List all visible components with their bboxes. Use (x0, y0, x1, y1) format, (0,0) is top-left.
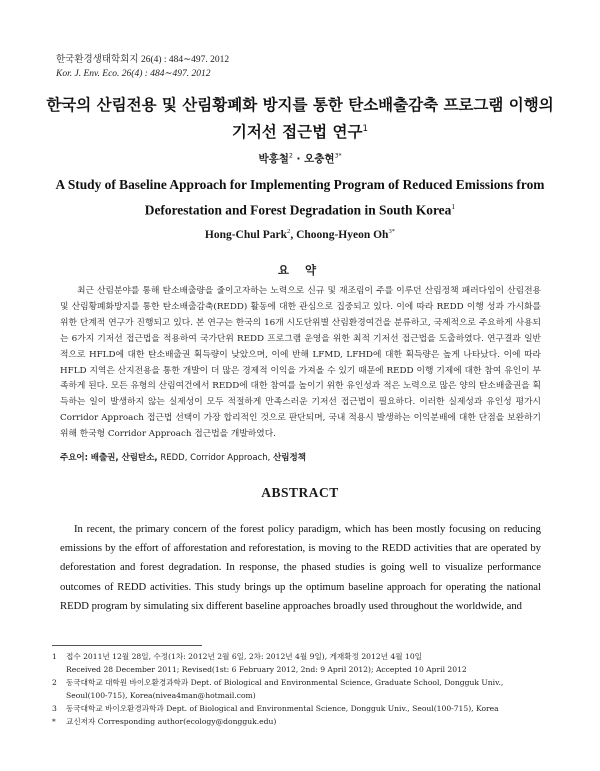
title-english-line-2-text: Deforestation and Forest Degradation in South Korea (144, 202, 452, 218)
journal-citation-english: Kor. J. Env. Eco. 26(4) : 484∼497. 2012 (56, 69, 211, 79)
footnote-2-line-1: 동국대학교 대학원 바이오환경과학과 Dept. of Biological and Environmental Science, Graduate School, Dongguk Univ., (66, 678, 504, 687)
author-english-2-mark: 3* (388, 228, 396, 235)
author-korean-separator: · (292, 153, 305, 165)
english-abstract-text: In recent, the primary concern of the forest policy paradigm, which has been mostly focusing on reducing emissions by the effort of afforestation and reforestation, is moving to the REDD activities that are operated by deforestation and forest degradation. In response, the phased studies is going well to visualize performance outcomes of REDD activities. This study brings up the optimum baseline approach for operating the national REDD program by simulating six different baseline approaches broadly used throughout the worldwide, and (60, 524, 541, 612)
korean-abstract-text: 최근 산림분야를 통해 탄소배출량을 줄이고자하는 노력으로 신규 및 재조림이 주를 이루던 산림정책 패러다임이 산림전용 및 산림황폐화방지를 통한 탄소배출감축(REDD) 활동에 대한 관심으로 집중되고 있다. 이에 따라 REDD 이행 성과 가시화를 위한 단계적 연구가 진행되고 있다. 본 연구는 한국의 16개 시도단위별 산림환경여건을 분류하고, 국제적으로 주요하게 사용되는 6가지 기저선 접근법을 적용하여 국가단위 REDD 프로그램 운영을 위한 최적 기저선 접근법을 도출하였다. 연구결과 일반적으로 HFLD에 대한 탄소배출권 획득량이 낮았으며, 이에 반해 LFMD, LFHD에 대한 획득량은 높게 나타났다. 이에 따라 HFLD 지역은 산지전용을 통한 개발이 더 많은 경제적 이익을 가져올 수 있기 때문에 REDD 이행 기제에 대한 참여 유인이 부족하게 된다. 모든 유형의 산림여건에서 REDD에 대한 참여를 높이기 위한 유인성과 적은 노력으로 많은 양의 탄소배출권을 획득하는 일이 발생하지 않는 실제성이 모두 적절하게 만족스러운 기저선 접근법이 필요하다. 이러한 실제성과 유인성 평가시 Corridor Approach 접근법 선택이 가장 합리적인 것으로 판단되며, 국내 적용시 발생하는 이익분배에 대한 단점을 보완하기 위해 한국형 Corridor Approach 접근법을 개발하였다. (60, 286, 541, 440)
journal-citation-korean: 한국환경생태학회지 26(4) : 484∼497. 2012 (56, 55, 230, 65)
authors-korean (0, 151, 600, 166)
author-english-1: Hong-Chul Park (204, 228, 288, 241)
author-english-1-mark: 2 (287, 228, 291, 235)
footnote-corresponding-line-1: 교신저자 Corresponding author(ecology@dongguk.edu) (66, 717, 277, 726)
journal-citation (56, 53, 229, 81)
title-english (40, 174, 560, 221)
footnote-3-line-1: 동국대학교 바이오환경과학과 Dept. of Biological and Environmental Science, Dongguk Univ., Seoul(100-715), Korea (66, 704, 499, 713)
title-english-line-2 (40, 196, 560, 221)
title-korean-line-2-text: 기저선 접근법 연구 (231, 123, 363, 142)
keywords-last-term: 산림정책 (273, 453, 306, 463)
title-korean-footnote-mark: 1 (362, 124, 369, 134)
author-korean-1: 박홍철 (258, 153, 289, 165)
author-korean-2: 오충현 (304, 153, 335, 165)
title-korean-line-2 (40, 117, 560, 144)
footnote-2-line-2: Seoul(100-715), Korea(nivea4man@hotmail.com) (66, 691, 256, 700)
authors-english (0, 228, 600, 241)
keywords-bold-terms: 배출권, 산림탄소, (90, 453, 158, 463)
footnote-corresponding-mark: * (52, 717, 56, 726)
title-english-footnote-mark: 1 (451, 202, 456, 211)
author-korean-1-mark: 2 (288, 152, 293, 160)
footnote-1-line-2: Received 28 December 2011; Revised(1st: 6 February 2012, 2nd: 9 April 2012); Accepted 10 April 2012 (66, 665, 467, 674)
keywords-plain-terms: REDD, Corridor Approach, (160, 453, 271, 463)
title-korean-line-1: 한국의 산림전용 및 산림황폐화 방지를 통한 탄소배출감축 프로그램 이행의 (46, 96, 554, 114)
korean-abstract-heading: 요 약 (277, 263, 323, 277)
footnote-3 (52, 702, 552, 715)
footnote-2-mark: 2 (52, 678, 57, 687)
footnote-1 (52, 650, 552, 663)
footnote-corresponding (52, 715, 552, 728)
author-english-2: Choong-Hyeon Oh (296, 228, 389, 241)
footnote-2 (52, 676, 552, 689)
author-korean-2-mark: 3* (334, 152, 342, 160)
footnote-3-mark: 3 (52, 704, 57, 713)
footnote-1-mark: 1 (52, 652, 57, 661)
footnote-1-line-1: 접수 2011년 12월 28일, 수정(1차: 2012년 2월 6일, 2차: 2012년 4월 9일), 게재확정 2012년 4월 10일 (66, 652, 422, 661)
keywords (60, 451, 306, 463)
keywords-label: 주요어: (60, 453, 89, 463)
footnotes (52, 650, 552, 728)
title-english-line-1: A Study of Baseline Approach for Implementing Program of Reduced Emissions from (55, 177, 545, 192)
title-korean (40, 93, 560, 144)
author-english-separator: , (290, 228, 297, 241)
english-abstract-heading: ABSTRACT (261, 485, 339, 500)
footnote-divider (52, 645, 202, 646)
